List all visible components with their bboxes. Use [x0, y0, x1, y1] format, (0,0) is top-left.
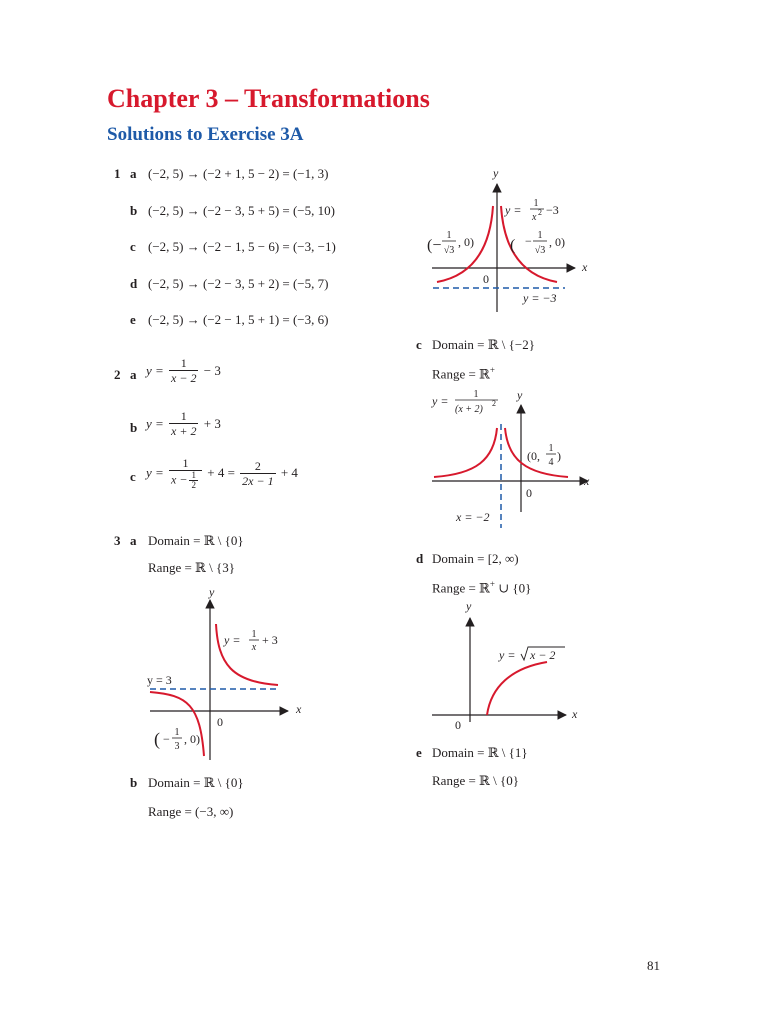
- q2c-half-num: 1: [191, 470, 196, 480]
- g3c-eq-num: 1: [473, 389, 479, 400]
- q3d-domain: Domain = [2, ∞): [432, 551, 519, 566]
- q2c-mid: + 4 =: [207, 465, 235, 480]
- g3c-point-close: ): [557, 449, 561, 463]
- q3c-range-text: Range = ℝ: [432, 366, 490, 382]
- q2c-denominator-2: 2x − 1: [242, 473, 274, 488]
- q3e-label: e: [416, 745, 422, 760]
- q2a-rest: − 3: [203, 362, 221, 378]
- q2a-label: a: [130, 367, 137, 382]
- q3d-label: d: [416, 551, 424, 566]
- g3b-y-label: y: [493, 166, 499, 180]
- g3c-eq-lhs: y =: [432, 394, 449, 408]
- q2b-numerator: 1: [169, 409, 198, 424]
- q2c-numerator-2: 2: [240, 459, 275, 474]
- q3c-label: c: [416, 337, 422, 352]
- q2c-half-den: 2: [191, 480, 196, 490]
- q3d-range-post: ∪ {0}: [494, 580, 532, 596]
- g3c-eq-exp: 2: [492, 399, 496, 408]
- page-number: 81: [647, 958, 660, 973]
- g3b-left-int-close: , 0): [458, 235, 474, 249]
- q2c-label: c: [130, 469, 136, 484]
- question-1-number: 1: [114, 166, 121, 181]
- g3b-eq-rest: −3: [546, 203, 559, 217]
- q2a-lhs: y =: [146, 362, 164, 378]
- q3e-domain: Domain = ℝ \ {1}: [432, 745, 528, 760]
- q3e-range: Range = ℝ \ {0}: [432, 773, 519, 788]
- q2a-denominator: x − 2: [171, 371, 197, 385]
- g3d-eq-lhs: y =: [499, 648, 516, 662]
- g3b-right-int-minus: −: [525, 234, 532, 248]
- g3a-asymptote-label: y = 3: [147, 673, 172, 687]
- q3c-domain: Domain = ℝ \ {−2}: [432, 337, 535, 352]
- g3a-eq-num: 1: [251, 629, 257, 640]
- g3b-x-label: x: [582, 260, 588, 274]
- q2b-label: b: [130, 420, 138, 435]
- q1b-text: (−2, 5) → (−2 − 3, 5 + 5) = (−5, 10): [148, 203, 335, 218]
- q2b-lhs: y =: [146, 415, 164, 431]
- g3c-x-label: x: [584, 474, 590, 488]
- g3b-eq-lhs: y =: [505, 203, 522, 217]
- q1d-label: d: [130, 276, 138, 291]
- g3b-left-int-open: (−: [427, 237, 442, 254]
- g3a-int-sign: −: [163, 732, 170, 746]
- g3d-eq-root: x − 2: [530, 648, 556, 662]
- q3b-label: b: [130, 775, 138, 790]
- q1e-text: (−2, 5) → (−2 − 1, 5 + 1) = (−3, 6): [148, 312, 329, 327]
- g3b-eq-exp: 2: [538, 208, 542, 217]
- section-title: Solutions to Exercise 3A: [107, 124, 304, 145]
- q3a-range: Range = ℝ \ {3}: [148, 560, 235, 575]
- q2a-numerator: 1: [169, 356, 198, 371]
- g3b-right-int-num: 1: [537, 230, 543, 241]
- g3d-origin: 0: [455, 718, 461, 732]
- q1b-label: b: [130, 203, 138, 218]
- g3c-asymptote-label: x = −2: [456, 510, 490, 524]
- q3b-domain: Domain = ℝ \ {0}: [148, 775, 244, 790]
- q3a-label: a: [130, 533, 137, 548]
- g3b-left-int-num: 1: [446, 230, 452, 241]
- g3a-origin: 0: [217, 715, 223, 729]
- q3d-range-text: Range = ℝ: [432, 580, 490, 596]
- q2c-rest: + 4: [280, 465, 298, 480]
- q1e-label: e: [130, 312, 136, 327]
- g3a-x-label: x: [296, 702, 302, 716]
- g3a-eq-den: x: [251, 642, 257, 653]
- g3a-y-label: y: [209, 585, 215, 599]
- g3b-origin: 0: [483, 272, 489, 286]
- g3a-int-close: , 0): [184, 732, 200, 746]
- g3a-eq-lhs: y =: [224, 633, 241, 647]
- q3a-domain: Domain = ℝ \ {0}: [148, 533, 244, 548]
- q1a-text: (−2, 5) → (−2 + 1, 5 − 2) = (−1, 3): [148, 166, 329, 181]
- g3c-point-num: 1: [548, 443, 554, 454]
- q3b-range: Range = (−3, ∞): [148, 804, 234, 819]
- q2c-den-pre: x −: [171, 472, 188, 487]
- q3d-range-sup: +: [489, 579, 495, 589]
- q2c-lhs: y =: [146, 465, 164, 480]
- g3b-eq-den: x: [532, 212, 537, 223]
- q1a-label: a: [130, 166, 137, 181]
- q1c-text: (−2, 5) → (−2 − 1, 5 − 6) = (−3, −1): [148, 239, 336, 254]
- g3b-eq-num: 1: [533, 198, 539, 209]
- g3a-int-open: (: [154, 729, 160, 749]
- q3c-range-sup: +: [489, 365, 495, 375]
- g3c-point-den: 4: [548, 457, 554, 468]
- g3b-right-int-den: √3: [534, 245, 546, 256]
- question-3-number: 3: [114, 533, 121, 548]
- q1d-text: (−2, 5) → (−2 − 3, 5 + 2) = (−5, 7): [148, 276, 329, 291]
- g3b-asymptote-label: y = −3: [523, 291, 557, 305]
- chapter-title: Chapter 3 – Transformations: [107, 84, 430, 113]
- g3d-y-label: y: [466, 599, 472, 613]
- g3b-left-int-den: √3: [443, 245, 455, 256]
- g3c-origin: 0: [526, 486, 532, 500]
- g3a-eq-rest: + 3: [262, 633, 278, 647]
- g3a-int-den: 3: [174, 741, 180, 752]
- g3c-eq-den: (x + 2): [455, 404, 483, 415]
- g3c-point-open: (0,: [527, 449, 540, 463]
- g3a-int-num: 1: [174, 727, 180, 738]
- g3d-x-label: x: [572, 707, 578, 721]
- g3b-right-int-close: , 0): [549, 235, 565, 249]
- q2c-numerator: 1: [169, 456, 202, 471]
- g3d-curve: [487, 662, 547, 715]
- g3c-y-label: y: [517, 388, 523, 402]
- question-2-number: 2: [114, 367, 121, 382]
- g3b-right-int-open: (: [510, 237, 516, 254]
- q2b-denominator: x + 2: [171, 424, 197, 438]
- q1c-label: c: [130, 239, 136, 254]
- q2b-rest: + 3: [203, 415, 221, 431]
